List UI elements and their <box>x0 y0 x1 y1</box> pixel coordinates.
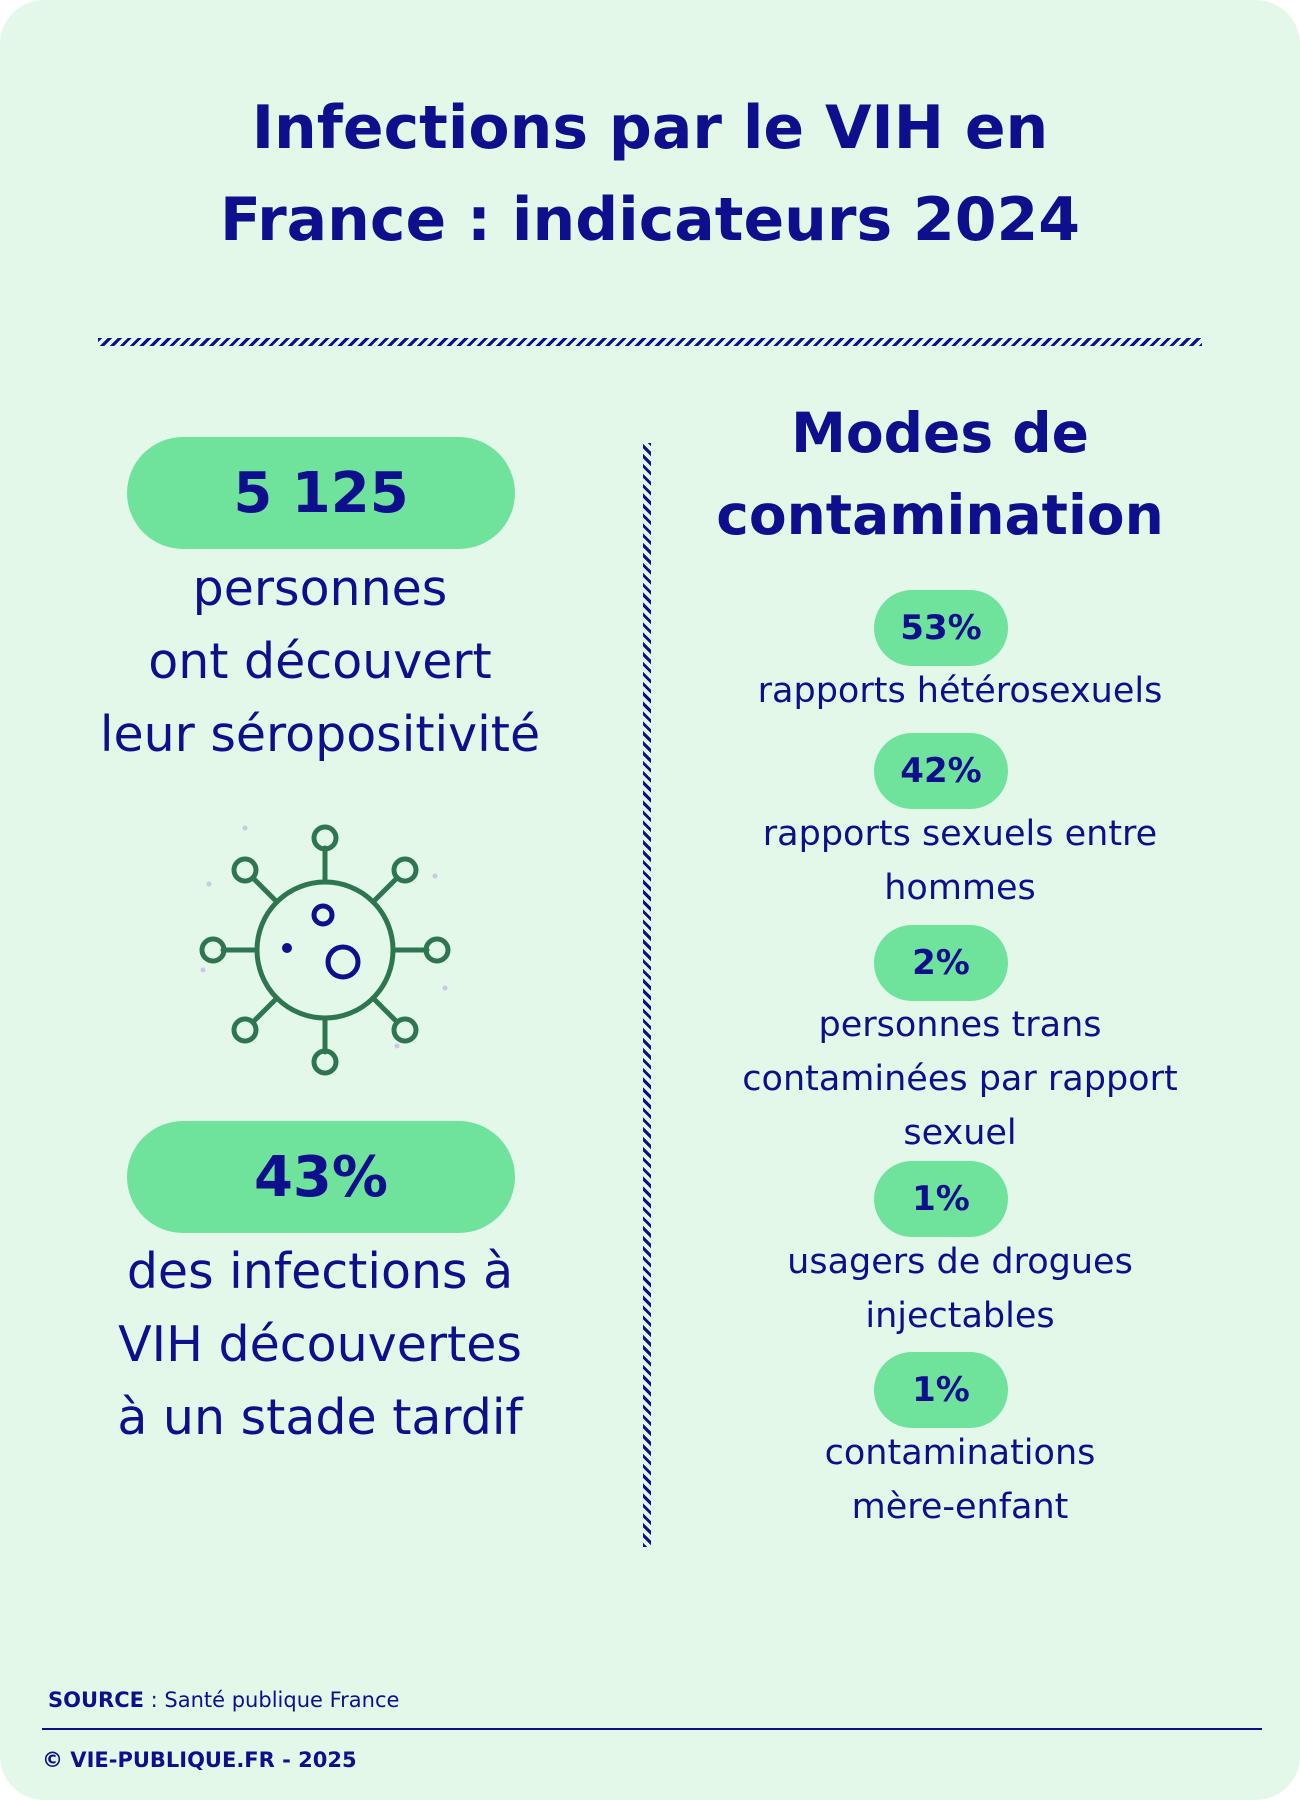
mode-value-badge <box>874 1352 1008 1428</box>
stat-value-badge <box>127 437 515 549</box>
stat-description <box>40 552 600 771</box>
stat-description-line: VIH découvertes <box>118 1316 522 1373</box>
stat-value: 43% <box>253 1144 389 1210</box>
virus-icon <box>195 820 455 1080</box>
page-title <box>0 82 1300 266</box>
horizontal-divider <box>98 338 1202 346</box>
mode-label <box>700 1426 1220 1534</box>
title-line: Infections par le VIH en <box>251 93 1049 163</box>
stat-value-badge <box>127 1121 515 1233</box>
title-line: France : indicateurs 2024 <box>219 185 1081 255</box>
copyright: © VIE-PUBLIQUE.FR - 2025 <box>42 1748 357 1772</box>
mode-label-line: contaminations <box>824 1433 1096 1473</box>
source-note <box>48 1688 399 1712</box>
vertical-divider <box>643 443 651 1547</box>
mode-label-line: contaminées par rapport <box>742 1059 1178 1099</box>
stat-description-line: des infections à <box>126 1243 514 1300</box>
mode-label <box>700 807 1220 915</box>
mode-value-badge <box>874 590 1008 666</box>
mode-label-line: rapports hétérosexuels <box>757 671 1163 711</box>
section-title-line: contamination <box>716 483 1164 547</box>
mode-label <box>700 664 1220 718</box>
mode-value: 53% <box>900 608 982 648</box>
mode-label <box>700 1235 1220 1343</box>
mode-value-badge <box>874 733 1008 809</box>
mode-label-line: injectables <box>865 1296 1055 1336</box>
footer-divider <box>42 1728 1262 1730</box>
mode-value: 2% <box>912 943 970 983</box>
stat-description-line: personnes <box>192 560 448 617</box>
mode-label <box>700 998 1220 1160</box>
source-label: SOURCE <box>48 1688 144 1712</box>
stat-description-line: leur séropositivité <box>99 706 541 763</box>
stat-value: 5 125 <box>233 460 409 526</box>
mode-value-badge <box>874 1161 1008 1237</box>
mode-label-line: personnes trans <box>818 1005 1102 1045</box>
stat-description-line: ont découvert <box>148 633 492 690</box>
mode-label-line: mère-enfant <box>851 1487 1069 1527</box>
mode-value: 1% <box>912 1179 970 1219</box>
stat-description-line: à un stade tardif <box>117 1389 523 1446</box>
section-title-line: Modes de <box>791 401 1089 465</box>
source-text: : Santé publique France <box>143 1688 400 1712</box>
section-title <box>690 392 1190 556</box>
mode-label-line: hommes <box>884 868 1036 908</box>
mode-value: 1% <box>912 1370 970 1410</box>
mode-value: 42% <box>900 751 982 791</box>
mode-label-line: rapports sexuels entre <box>762 814 1158 854</box>
mode-label-line: sexuel <box>903 1113 1017 1153</box>
stat-description <box>40 1235 600 1454</box>
mode-label-line: usagers de drogues <box>787 1242 1133 1282</box>
mode-value-badge <box>874 925 1008 1001</box>
